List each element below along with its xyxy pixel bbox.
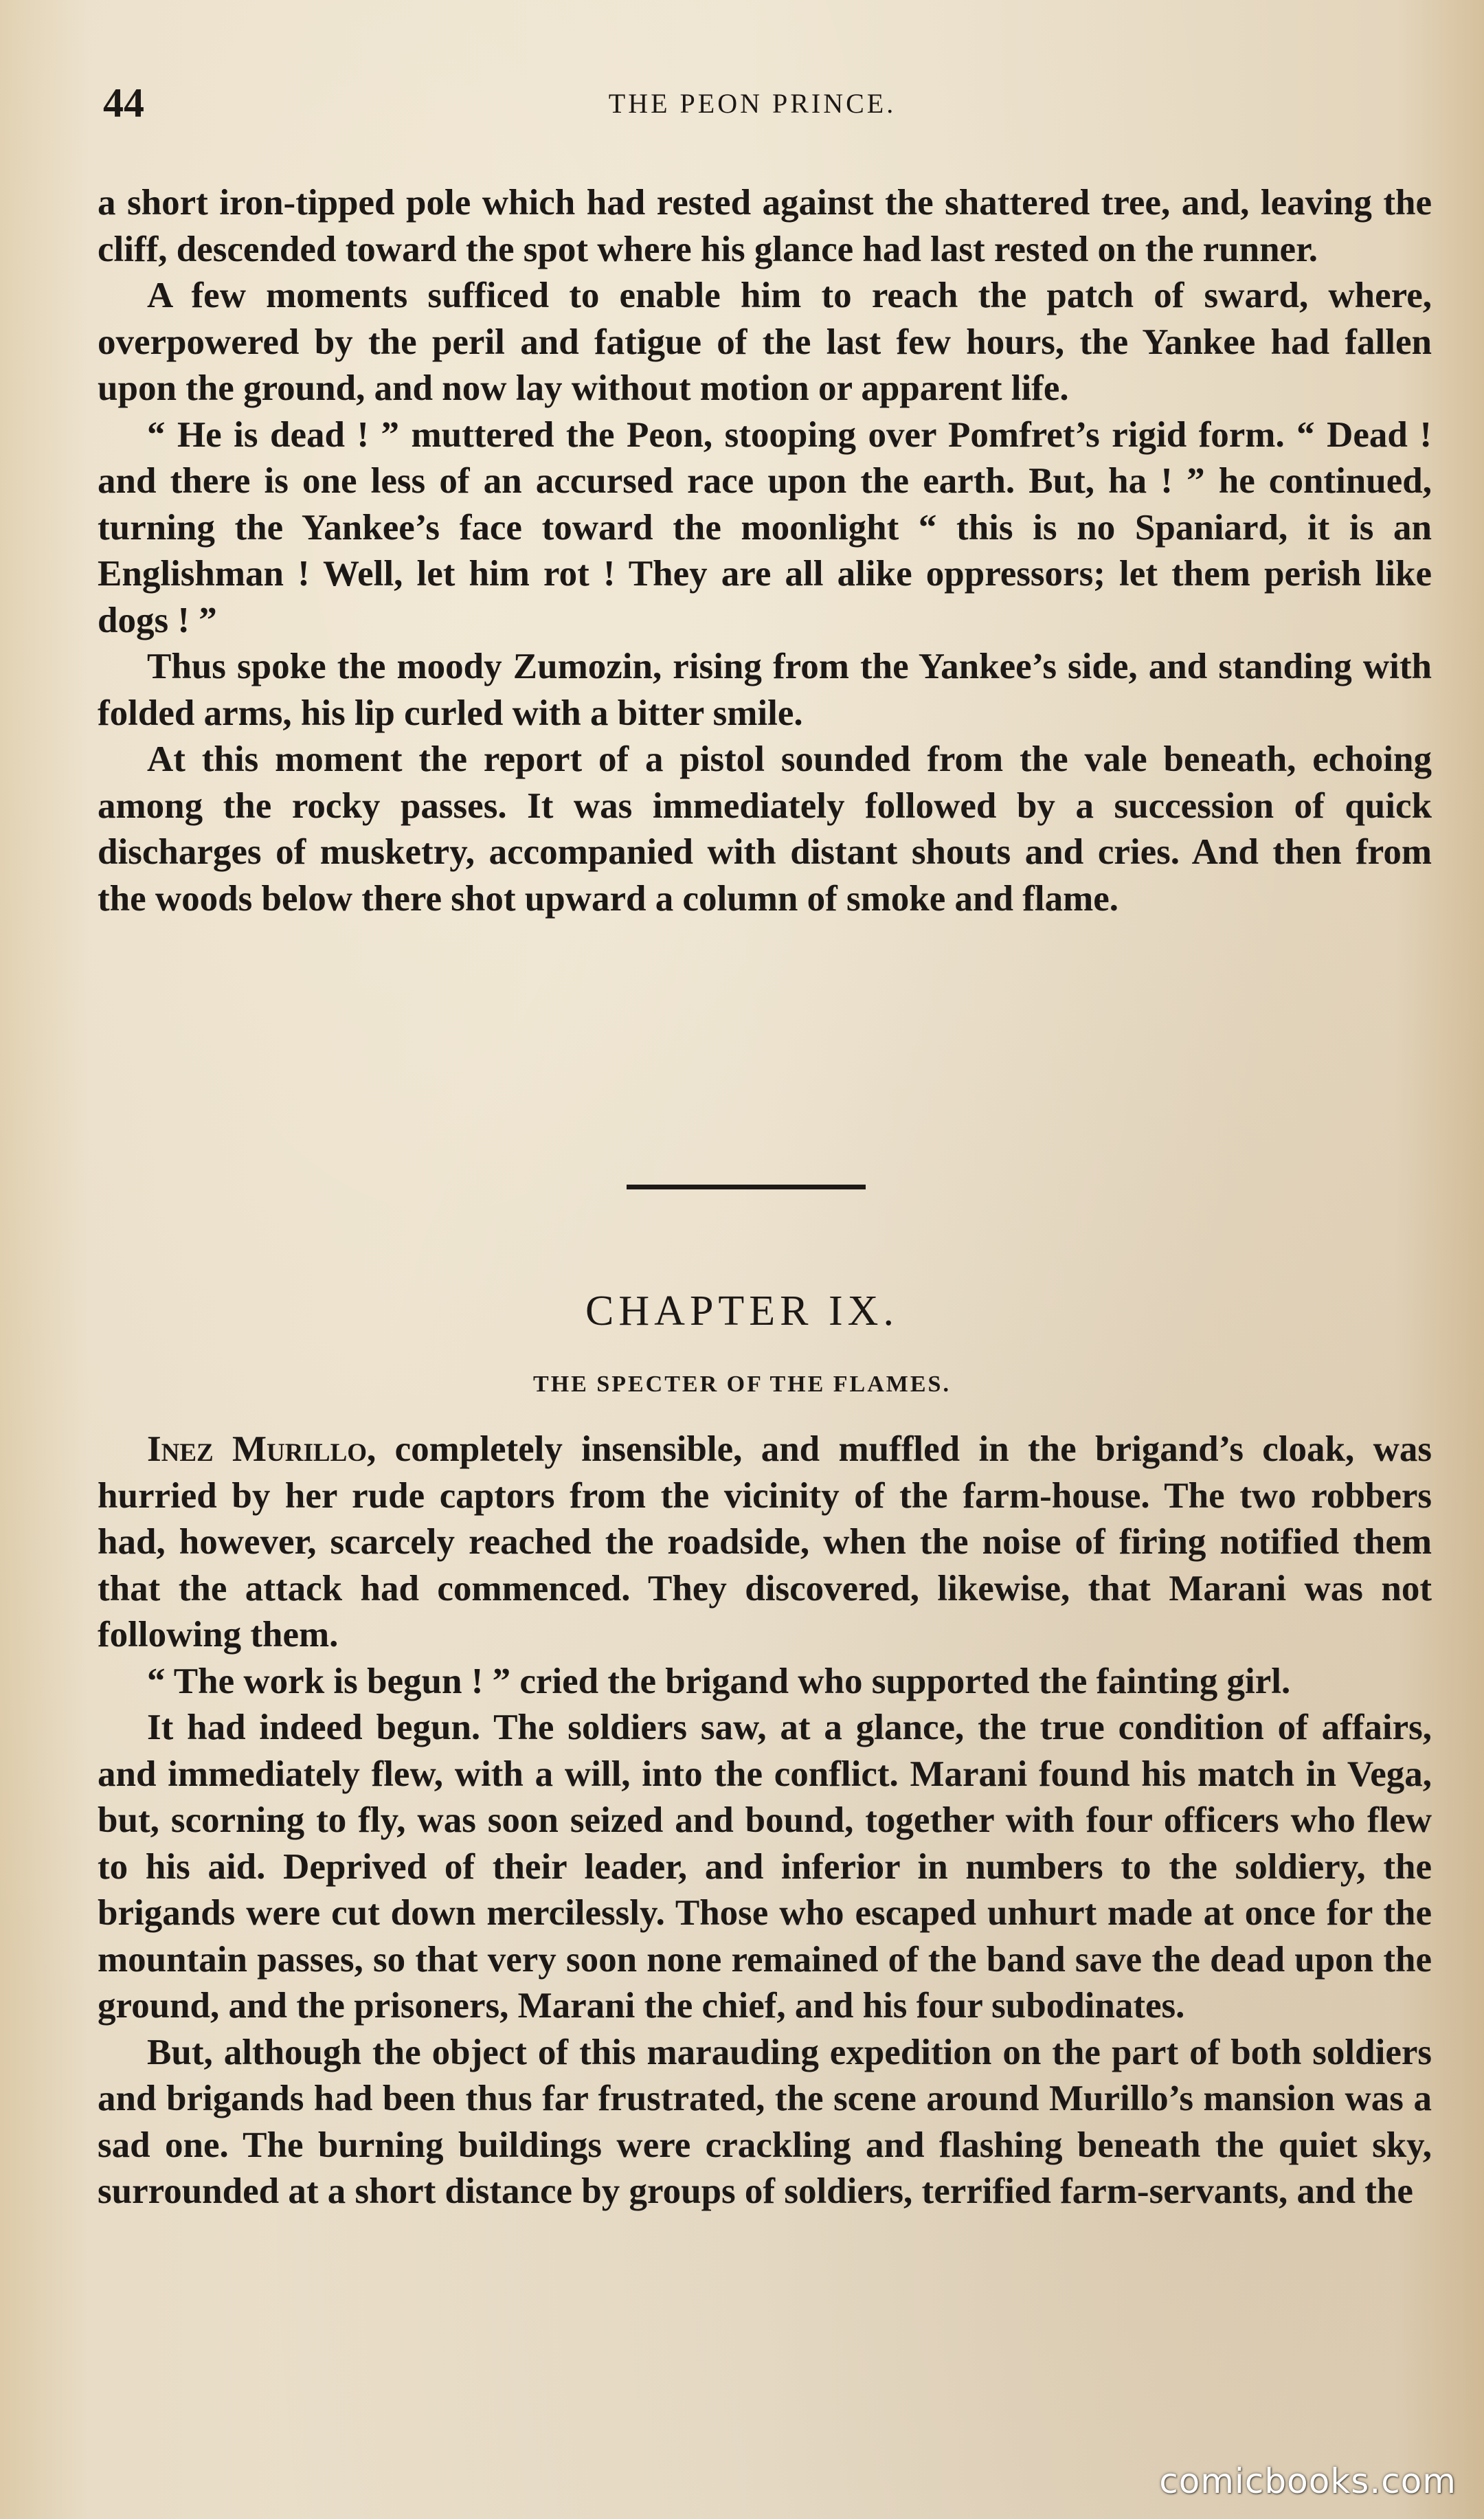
running-title: THE PEON PRINCE. [608,88,897,119]
paragraph: But, although the object of this marauding expedition on the part of both soldiers and brigands had been thus far frustrated, the scene around Murillo’s mansion was a sad one. The burning buildings were crackling and flashing beneath the quiet sky, surrounded at a short distance by groups of soldiers, terrified farm-servants, and the [98,2032,1432,2211]
paragraph: A few moments sufficed to enable him to reach the patch of sward, where, overpowered by the peril and fatigue of the last few hours, the Yankee had fallen upon the ground, and now lay without motion or apparent life. [98,276,1432,408]
chapter-viii-ending-text [98,180,1432,922]
chapter-ix-text [98,1426,1432,2215]
paragraph: a short iron-tipped pole which had rested against the shattered tree, and, leaving the cliff, descended toward the spot where his glance had last rested on the runner. [98,183,1432,269]
paragraph: At this moment the report of a pistol sounded from the vale beneath, echoing among the rocky passes. It was immediately followed by a succession of quick discharges of musketry, accompanied with distant shouts and cries. And then from the woods below there shot upward a column of smoke and flame. [98,739,1432,919]
paragraph: Thus spoke the moody Zumozin, rising from the Yankee’s side, and standing with folded arms, his lip curled with a bitter smile. [98,647,1432,733]
lead-name: Inez Murillo, [147,1429,376,1469]
watermark-text: comicbooks.com [1159,2461,1457,2501]
paragraph: It had indeed begun. The soldiers saw, at a glance, the true condition of affairs, and immediately flew, with a will, into the conflict. Marani found his match in Vega, but, scorning to fly, was soon seized and bound, together with four officers who flew to his aid. Deprived of their leader, and inferior in numbers to the soldiery, the brigands were cut down mercilessly. Those who escaped unhurt made at once for the mountain passes, so that very soon none remained of the band save the dead upon the ground, and the prisoners, Marani the chief, and his four subodinates. [98,1708,1432,2026]
paragraph-text: completely insensible, and muffled in the brigand’s cloak, was hurried by her rude captors from the vicinity of the farm-house. The two robbers had, however, scarcely reached the roadside, when the noise of firing notified them that the attack had commenced. They discovered, likewise, that Marani was not following them. [98,1429,1432,1655]
paragraph [98,1426,1432,1659]
page-number: 44 [103,80,144,126]
paragraph: “ He is dead ! ” muttered the Peon, stooping over Pomfret’s rigid form. “ Dead ! and there is one less of an accursed race upon the earth. But, ha ! ” he continued, turning the Yankee’s face toward the moonlight “ this is no Spaniard, it is an Englishman ! Well, let him rot ! They are all alike oppressors; let them perish like dogs ! ” [98,414,1432,640]
running-head [103,76,1402,131]
chapter-subtitle: THE SPECTER OF THE FLAMES. [533,1372,951,1397]
section-divider-rule [627,1185,866,1189]
chapter-title: CHAPTER IX. [585,1288,899,1334]
paragraph: “ The work is begun ! ” cried the brigand who supported the fainting girl. [147,1661,1291,1701]
